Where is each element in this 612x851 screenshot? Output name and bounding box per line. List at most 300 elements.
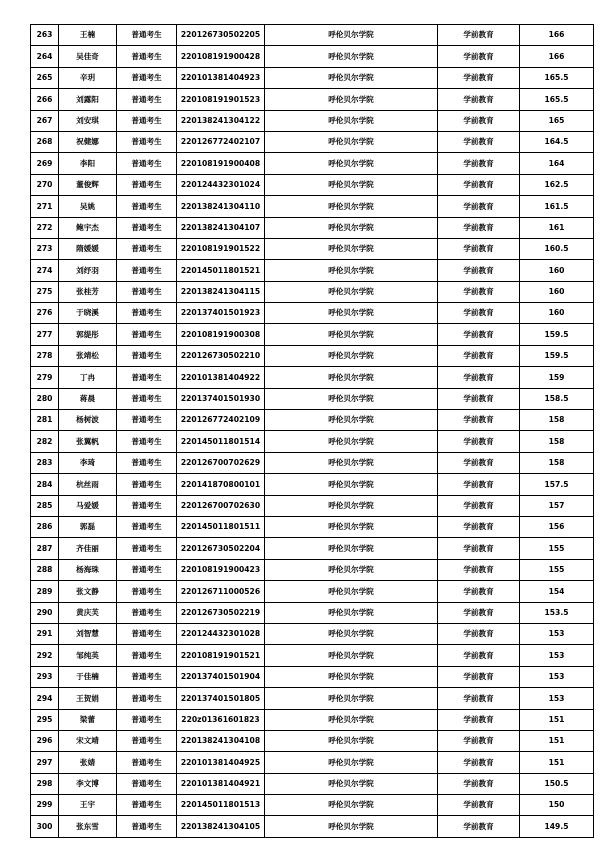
row-number-cell: 265 — [31, 67, 59, 88]
candidate-type-cell: 普通考生 — [117, 666, 177, 687]
major-cell: 学前教育 — [438, 773, 520, 794]
candidate-type-cell: 普通考生 — [117, 602, 177, 623]
candidate-type-cell: 普通考生 — [117, 795, 177, 816]
table-row — [31, 110, 594, 131]
major-cell: 学前教育 — [438, 730, 520, 751]
admission-table — [30, 24, 594, 838]
name-cell: 于佳楠 — [59, 666, 117, 687]
school-cell: 呼伦贝尔学院 — [265, 153, 438, 174]
score-cell: 165.5 — [520, 67, 594, 88]
name-cell: 张婧 — [59, 752, 117, 773]
candidate-type-cell: 普通考生 — [117, 131, 177, 152]
school-cell: 呼伦贝尔学院 — [265, 324, 438, 345]
exam-id-cell: 220138241304115 — [177, 281, 265, 302]
table-row — [31, 431, 594, 452]
candidate-type-cell: 普通考生 — [117, 25, 177, 46]
candidate-type-cell: 普通考生 — [117, 260, 177, 281]
row-number-cell: 291 — [31, 623, 59, 644]
major-cell: 学前教育 — [438, 688, 520, 709]
row-number-cell: 287 — [31, 538, 59, 559]
row-number-cell: 270 — [31, 174, 59, 195]
exam-id-cell: 220101381404921 — [177, 773, 265, 794]
school-cell: 呼伦贝尔学院 — [265, 516, 438, 537]
school-cell: 呼伦贝尔学院 — [265, 688, 438, 709]
score-cell: 149.5 — [520, 816, 594, 837]
score-cell: 166 — [520, 25, 594, 46]
score-cell: 158 — [520, 431, 594, 452]
candidate-type-cell: 普通考生 — [117, 410, 177, 431]
row-number-cell: 279 — [31, 367, 59, 388]
table-row — [31, 238, 594, 259]
candidate-type-cell: 普通考生 — [117, 688, 177, 709]
score-cell: 165.5 — [520, 89, 594, 110]
school-cell: 呼伦贝尔学院 — [265, 367, 438, 388]
table-row — [31, 281, 594, 302]
major-cell: 学前教育 — [438, 110, 520, 131]
score-cell: 159.5 — [520, 345, 594, 366]
candidate-type-cell: 普通考生 — [117, 196, 177, 217]
score-cell: 160 — [520, 303, 594, 324]
table-row — [31, 752, 594, 773]
major-cell: 学前教育 — [438, 602, 520, 623]
major-cell: 学前教育 — [438, 623, 520, 644]
major-cell: 学前教育 — [438, 388, 520, 409]
name-cell: 邹纯英 — [59, 645, 117, 666]
name-cell: 李琦 — [59, 452, 117, 473]
name-cell: 吴姚 — [59, 196, 117, 217]
school-cell: 呼伦贝尔学院 — [265, 666, 438, 687]
candidate-type-cell: 普通考生 — [117, 495, 177, 516]
score-cell: 151 — [520, 730, 594, 751]
candidate-type-cell: 普通考生 — [117, 174, 177, 195]
score-cell: 155 — [520, 538, 594, 559]
exam-id-cell: 220108191900308 — [177, 324, 265, 345]
exam-id-cell: 220138241304122 — [177, 110, 265, 131]
score-cell: 154 — [520, 581, 594, 602]
name-cell: 隋媛媛 — [59, 238, 117, 259]
score-cell: 153 — [520, 688, 594, 709]
row-number-cell: 276 — [31, 303, 59, 324]
name-cell: 李阳 — [59, 153, 117, 174]
school-cell: 呼伦贝尔学院 — [265, 196, 438, 217]
candidate-type-cell: 普通考生 — [117, 474, 177, 495]
exam-id-cell: 220145011801514 — [177, 431, 265, 452]
school-cell: 呼伦贝尔学院 — [265, 816, 438, 837]
major-cell: 学前教育 — [438, 795, 520, 816]
row-number-cell: 294 — [31, 688, 59, 709]
candidate-type-cell: 普通考生 — [117, 281, 177, 302]
candidate-type-cell: 普通考生 — [117, 217, 177, 238]
candidate-type-cell: 普通考生 — [117, 538, 177, 559]
school-cell: 呼伦贝尔学院 — [265, 709, 438, 730]
score-cell: 161 — [520, 217, 594, 238]
major-cell: 学前教育 — [438, 645, 520, 666]
exam-id-cell: 220141870800101 — [177, 474, 265, 495]
major-cell: 学前教育 — [438, 367, 520, 388]
exam-id-cell: 220z01361601823 — [177, 709, 265, 730]
score-cell: 164 — [520, 153, 594, 174]
major-cell: 学前教育 — [438, 752, 520, 773]
exam-id-cell: 220138241304107 — [177, 217, 265, 238]
table-row — [31, 367, 594, 388]
school-cell: 呼伦贝尔学院 — [265, 131, 438, 152]
major-cell: 学前教育 — [438, 581, 520, 602]
major-cell: 学前教育 — [438, 324, 520, 345]
major-cell: 学前教育 — [438, 153, 520, 174]
name-cell: 黄庆芙 — [59, 602, 117, 623]
table-row — [31, 688, 594, 709]
row-number-cell: 297 — [31, 752, 59, 773]
name-cell: 宋文靖 — [59, 730, 117, 751]
name-cell: 杭丝雨 — [59, 474, 117, 495]
row-number-cell: 268 — [31, 131, 59, 152]
exam-id-cell: 220108191901521 — [177, 645, 265, 666]
candidate-type-cell: 普通考生 — [117, 452, 177, 473]
candidate-type-cell: 普通考生 — [117, 367, 177, 388]
major-cell: 学前教育 — [438, 46, 520, 67]
table-row — [31, 303, 594, 324]
major-cell: 学前教育 — [438, 410, 520, 431]
exam-id-cell: 220101381404925 — [177, 752, 265, 773]
table-row — [31, 559, 594, 580]
major-cell: 学前教育 — [438, 666, 520, 687]
major-cell: 学前教育 — [438, 816, 520, 837]
candidate-type-cell: 普通考生 — [117, 645, 177, 666]
name-cell: 刘智慧 — [59, 623, 117, 644]
candidate-type-cell: 普通考生 — [117, 752, 177, 773]
school-cell: 呼伦贝尔学院 — [265, 303, 438, 324]
exam-id-cell: 220126772402107 — [177, 131, 265, 152]
major-cell: 学前教育 — [438, 538, 520, 559]
candidate-type-cell: 普通考生 — [117, 623, 177, 644]
row-number-cell: 267 — [31, 110, 59, 131]
candidate-type-cell: 普通考生 — [117, 153, 177, 174]
row-number-cell: 292 — [31, 645, 59, 666]
exam-id-cell: 220126730502219 — [177, 602, 265, 623]
table-row — [31, 795, 594, 816]
row-number-cell: 299 — [31, 795, 59, 816]
name-cell: 张东雪 — [59, 816, 117, 837]
score-cell: 153 — [520, 623, 594, 644]
row-number-cell: 272 — [31, 217, 59, 238]
school-cell: 呼伦贝尔学院 — [265, 217, 438, 238]
score-cell: 150 — [520, 795, 594, 816]
school-cell: 呼伦贝尔学院 — [265, 25, 438, 46]
school-cell: 呼伦贝尔学院 — [265, 431, 438, 452]
exam-id-cell: 220108191900408 — [177, 153, 265, 174]
row-number-cell: 280 — [31, 388, 59, 409]
major-cell: 学前教育 — [438, 281, 520, 302]
exam-id-cell: 220126730502210 — [177, 345, 265, 366]
table-row — [31, 345, 594, 366]
score-cell: 159.5 — [520, 324, 594, 345]
row-number-cell: 271 — [31, 196, 59, 217]
score-cell: 166 — [520, 46, 594, 67]
exam-id-cell: 220126730502204 — [177, 538, 265, 559]
name-cell: 马爱媛 — [59, 495, 117, 516]
exam-id-cell: 220126772402109 — [177, 410, 265, 431]
school-cell: 呼伦贝尔学院 — [265, 495, 438, 516]
exam-id-cell: 220108191900423 — [177, 559, 265, 580]
exam-id-cell: 220124432301024 — [177, 174, 265, 195]
name-cell: 蒋晨 — [59, 388, 117, 409]
name-cell: 杨树波 — [59, 410, 117, 431]
name-cell: 祝健娜 — [59, 131, 117, 152]
school-cell: 呼伦贝尔学院 — [265, 752, 438, 773]
name-cell: 齐佳丽 — [59, 538, 117, 559]
candidate-type-cell: 普通考生 — [117, 110, 177, 131]
table-row — [31, 131, 594, 152]
table-row — [31, 581, 594, 602]
candidate-type-cell: 普通考生 — [117, 238, 177, 259]
school-cell: 呼伦贝尔学院 — [265, 623, 438, 644]
name-cell: 于晓溪 — [59, 303, 117, 324]
table-row — [31, 730, 594, 751]
row-number-cell: 286 — [31, 516, 59, 537]
row-number-cell: 278 — [31, 345, 59, 366]
table-row — [31, 516, 594, 537]
table-row — [31, 602, 594, 623]
table-row — [31, 89, 594, 110]
score-cell: 151 — [520, 752, 594, 773]
school-cell: 呼伦贝尔学院 — [265, 345, 438, 366]
major-cell: 学前教育 — [438, 89, 520, 110]
name-cell: 郭缇彤 — [59, 324, 117, 345]
major-cell: 学前教育 — [438, 303, 520, 324]
candidate-type-cell: 普通考生 — [117, 303, 177, 324]
row-number-cell: 296 — [31, 730, 59, 751]
exam-id-cell: 220108191901522 — [177, 238, 265, 259]
major-cell: 学前教育 — [438, 474, 520, 495]
school-cell: 呼伦贝尔学院 — [265, 46, 438, 67]
name-cell: 辛玥 — [59, 67, 117, 88]
major-cell: 学前教育 — [438, 345, 520, 366]
major-cell: 学前教育 — [438, 516, 520, 537]
name-cell: 王宇 — [59, 795, 117, 816]
name-cell: 董俊辉 — [59, 174, 117, 195]
exam-id-cell: 220126730502205 — [177, 25, 265, 46]
school-cell: 呼伦贝尔学院 — [265, 645, 438, 666]
row-number-cell: 288 — [31, 559, 59, 580]
exam-id-cell: 220126711000526 — [177, 581, 265, 602]
major-cell: 学前教育 — [438, 25, 520, 46]
major-cell: 学前教育 — [438, 238, 520, 259]
school-cell: 呼伦贝尔学院 — [265, 452, 438, 473]
name-cell: 鲍宇杰 — [59, 217, 117, 238]
candidate-type-cell: 普通考生 — [117, 516, 177, 537]
exam-id-cell: 220138241304108 — [177, 730, 265, 751]
table-row — [31, 623, 594, 644]
score-cell: 157.5 — [520, 474, 594, 495]
name-cell: 吴佳奇 — [59, 46, 117, 67]
score-cell: 156 — [520, 516, 594, 537]
exam-id-cell: 220126700702629 — [177, 452, 265, 473]
row-number-cell: 293 — [31, 666, 59, 687]
school-cell: 呼伦贝尔学院 — [265, 89, 438, 110]
candidate-type-cell: 普通考生 — [117, 388, 177, 409]
name-cell: 张桂芳 — [59, 281, 117, 302]
table-row — [31, 196, 594, 217]
table-row — [31, 260, 594, 281]
candidate-type-cell: 普通考生 — [117, 730, 177, 751]
exam-id-cell: 220138241304105 — [177, 816, 265, 837]
school-cell: 呼伦贝尔学院 — [265, 581, 438, 602]
table-row — [31, 46, 594, 67]
major-cell: 学前教育 — [438, 559, 520, 580]
school-cell: 呼伦贝尔学院 — [265, 538, 438, 559]
row-number-cell: 284 — [31, 474, 59, 495]
school-cell: 呼伦贝尔学院 — [265, 559, 438, 580]
score-cell: 160 — [520, 260, 594, 281]
row-number-cell: 263 — [31, 25, 59, 46]
candidate-type-cell: 普通考生 — [117, 345, 177, 366]
score-cell: 153 — [520, 645, 594, 666]
row-number-cell: 295 — [31, 709, 59, 730]
major-cell: 学前教育 — [438, 431, 520, 452]
school-cell: 呼伦贝尔学院 — [265, 281, 438, 302]
exam-id-cell: 220101381404923 — [177, 67, 265, 88]
name-cell: 刘纾羽 — [59, 260, 117, 281]
table-row — [31, 474, 594, 495]
school-cell: 呼伦贝尔学院 — [265, 260, 438, 281]
name-cell: 刘露阳 — [59, 89, 117, 110]
candidate-type-cell: 普通考生 — [117, 559, 177, 580]
table-row — [31, 495, 594, 516]
name-cell: 王贺娟 — [59, 688, 117, 709]
row-number-cell: 300 — [31, 816, 59, 837]
major-cell: 学前教育 — [438, 452, 520, 473]
score-cell: 162.5 — [520, 174, 594, 195]
score-cell: 153.5 — [520, 602, 594, 623]
row-number-cell: 281 — [31, 410, 59, 431]
row-number-cell: 285 — [31, 495, 59, 516]
exam-id-cell: 220145011801521 — [177, 260, 265, 281]
score-cell: 165 — [520, 110, 594, 131]
school-cell: 呼伦贝尔学院 — [265, 602, 438, 623]
school-cell: 呼伦贝尔学院 — [265, 67, 438, 88]
score-cell: 160 — [520, 281, 594, 302]
school-cell: 呼伦贝尔学院 — [265, 388, 438, 409]
name-cell: 杨海珠 — [59, 559, 117, 580]
exam-id-cell: 220145011801513 — [177, 795, 265, 816]
table-row — [31, 410, 594, 431]
row-number-cell: 282 — [31, 431, 59, 452]
name-cell: 张靖松 — [59, 345, 117, 366]
score-cell: 160.5 — [520, 238, 594, 259]
score-cell: 164.5 — [520, 131, 594, 152]
major-cell: 学前教育 — [438, 174, 520, 195]
exam-id-cell: 220138241304110 — [177, 196, 265, 217]
candidate-type-cell: 普通考生 — [117, 581, 177, 602]
name-cell: 刘安琪 — [59, 110, 117, 131]
score-cell: 150.5 — [520, 773, 594, 794]
candidate-type-cell: 普通考生 — [117, 46, 177, 67]
score-cell: 158.5 — [520, 388, 594, 409]
school-cell: 呼伦贝尔学院 — [265, 474, 438, 495]
table-row — [31, 538, 594, 559]
exam-id-cell: 220126700702630 — [177, 495, 265, 516]
exam-id-cell: 220137401501904 — [177, 666, 265, 687]
school-cell: 呼伦贝尔学院 — [265, 238, 438, 259]
candidate-type-cell: 普通考生 — [117, 709, 177, 730]
row-number-cell: 277 — [31, 324, 59, 345]
school-cell: 呼伦贝尔学院 — [265, 730, 438, 751]
exam-id-cell: 220101381404922 — [177, 367, 265, 388]
candidate-type-cell: 普通考生 — [117, 431, 177, 452]
school-cell: 呼伦贝尔学院 — [265, 174, 438, 195]
name-cell: 丁冉 — [59, 367, 117, 388]
name-cell: 梁蕾 — [59, 709, 117, 730]
table-row — [31, 67, 594, 88]
candidate-type-cell: 普通考生 — [117, 816, 177, 837]
major-cell: 学前教育 — [438, 131, 520, 152]
school-cell: 呼伦贝尔学院 — [265, 110, 438, 131]
table-row — [31, 816, 594, 837]
exam-id-cell: 220145011801511 — [177, 516, 265, 537]
table-row — [31, 174, 594, 195]
score-cell: 157 — [520, 495, 594, 516]
row-number-cell: 298 — [31, 773, 59, 794]
table-row — [31, 324, 594, 345]
row-number-cell: 273 — [31, 238, 59, 259]
exam-id-cell: 220124432301028 — [177, 623, 265, 644]
exam-id-cell: 220137401501805 — [177, 688, 265, 709]
row-number-cell: 283 — [31, 452, 59, 473]
row-number-cell: 269 — [31, 153, 59, 174]
exam-id-cell: 220108191900428 — [177, 46, 265, 67]
name-cell: 张文静 — [59, 581, 117, 602]
row-number-cell: 266 — [31, 89, 59, 110]
candidate-type-cell: 普通考生 — [117, 89, 177, 110]
major-cell: 学前教育 — [438, 67, 520, 88]
major-cell: 学前教育 — [438, 217, 520, 238]
major-cell: 学前教育 — [438, 196, 520, 217]
table-row — [31, 773, 594, 794]
row-number-cell: 274 — [31, 260, 59, 281]
score-cell: 151 — [520, 709, 594, 730]
table-row — [31, 666, 594, 687]
table-row — [31, 153, 594, 174]
table-row — [31, 388, 594, 409]
school-cell: 呼伦贝尔学院 — [265, 795, 438, 816]
school-cell: 呼伦贝尔学院 — [265, 773, 438, 794]
major-cell: 学前教育 — [438, 495, 520, 516]
candidate-type-cell: 普通考生 — [117, 324, 177, 345]
school-cell: 呼伦贝尔学院 — [265, 410, 438, 431]
name-cell: 郭磊 — [59, 516, 117, 537]
score-cell: 153 — [520, 666, 594, 687]
score-cell: 158 — [520, 410, 594, 431]
table-row — [31, 25, 594, 46]
row-number-cell: 264 — [31, 46, 59, 67]
score-cell: 158 — [520, 452, 594, 473]
exam-id-cell: 220137401501930 — [177, 388, 265, 409]
table-row — [31, 709, 594, 730]
candidate-type-cell: 普通考生 — [117, 773, 177, 794]
name-cell: 李文博 — [59, 773, 117, 794]
major-cell: 学前教育 — [438, 709, 520, 730]
exam-id-cell: 220108191901523 — [177, 89, 265, 110]
name-cell: 张翼帆 — [59, 431, 117, 452]
major-cell: 学前教育 — [438, 260, 520, 281]
row-number-cell: 290 — [31, 602, 59, 623]
table-body — [31, 25, 594, 838]
score-cell: 159 — [520, 367, 594, 388]
row-number-cell: 275 — [31, 281, 59, 302]
row-number-cell: 289 — [31, 581, 59, 602]
exam-id-cell: 220137401501923 — [177, 303, 265, 324]
table-row — [31, 217, 594, 238]
